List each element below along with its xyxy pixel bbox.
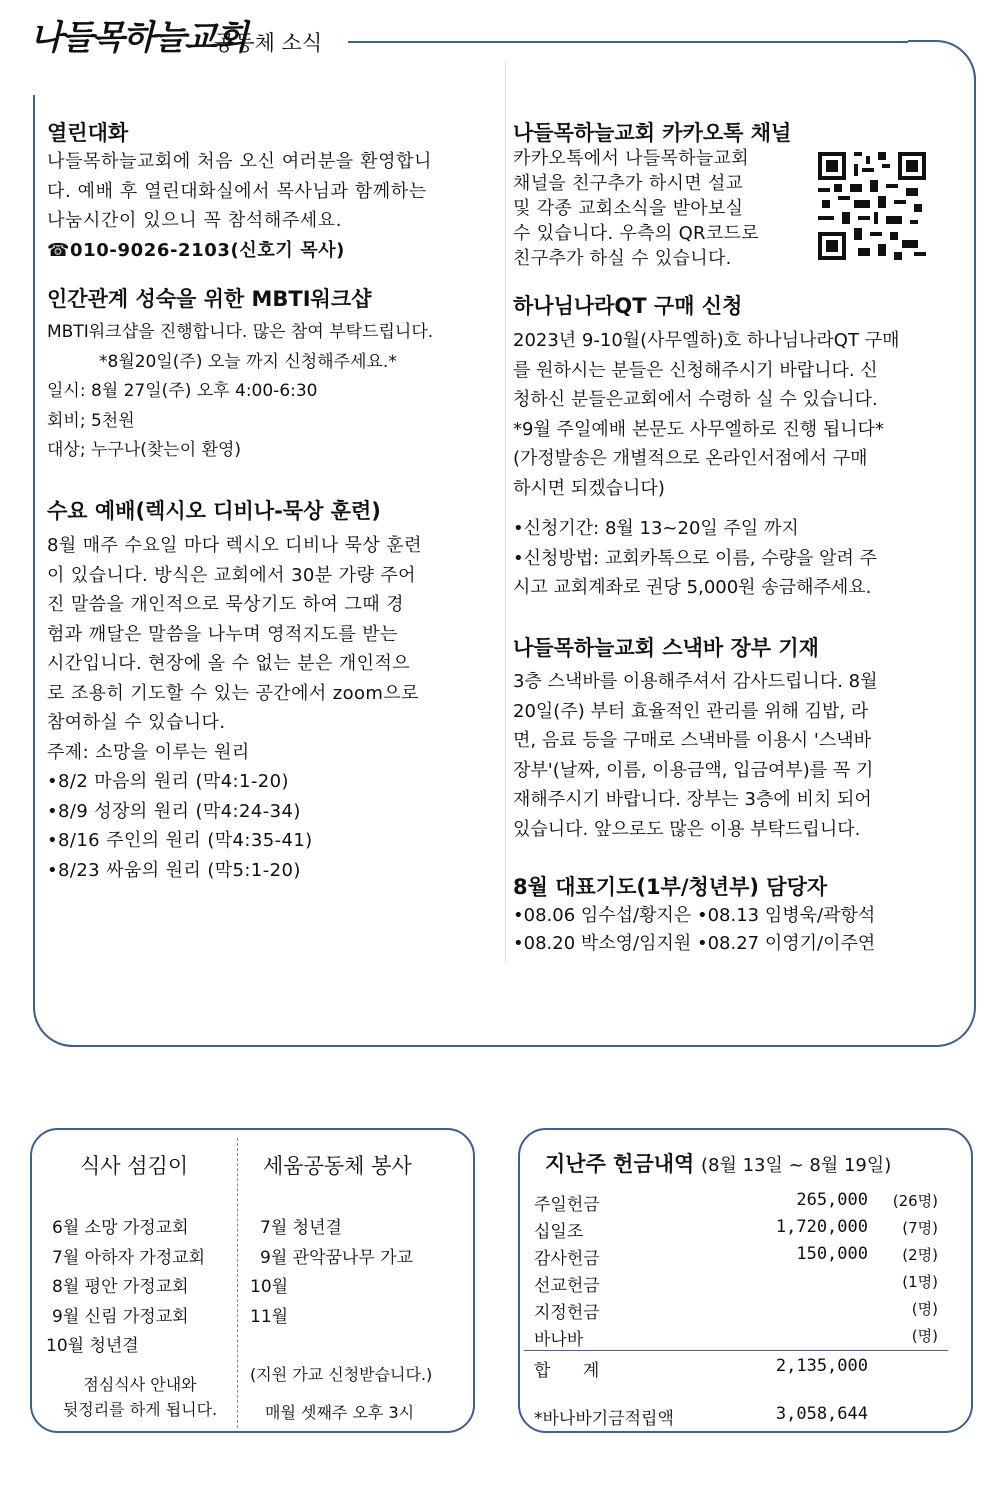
text-line: 회비; 5천원 — [47, 410, 135, 431]
text-line: 20일(주) 부터 효율적인 관리를 위해 김밥, 라 — [513, 700, 869, 722]
qt-title: 하나님나라QT 구매 신청 — [513, 294, 743, 318]
list-item: 10월 청년결 — [46, 1336, 139, 1356]
offering-period: (8월 13일 ~ 8월 19일) — [701, 1155, 892, 1176]
meal-note — [55, 1372, 225, 1422]
text-line: 이 있습니다. 방식은 교회에서 30분 가량 주어 — [47, 564, 416, 586]
offering-title — [545, 1148, 891, 1178]
text-line: 3층 스낵바를 이용해주셔서 감사드립니다. 8월 — [513, 671, 878, 692]
list-item: 11월 — [250, 1306, 289, 1327]
offering-row — [534, 1244, 944, 1271]
offering-label: 지정헌금 — [534, 1303, 600, 1323]
offering-total-divider — [524, 1350, 948, 1351]
text-line: •8/2 마음의 원리 (막4:1-20) — [47, 771, 289, 792]
offering-row — [534, 1298, 944, 1325]
offering-heading: 지난주 헌금내역 — [545, 1152, 695, 1176]
offering-count: (명) — [911, 1300, 938, 1318]
text-line: •신청방법: 교회카톡으로 이름, 수량을 알려 주 — [513, 547, 877, 569]
wednesday-body — [47, 531, 422, 885]
kakao-qr-code-icon[interactable] — [818, 152, 926, 260]
offering-row — [534, 1217, 944, 1244]
offering-amount: 1,720,000 — [775, 1217, 868, 1237]
meal-title: 식사 섬김이 — [80, 1154, 189, 1178]
text-line: 진 말씀을 개인적으로 묵상기도 하여 그때 경 — [47, 594, 404, 615]
service-schedule: 매월 셋째주 오후 3시 — [265, 1403, 415, 1422]
service-list — [250, 1214, 413, 1332]
meal-list — [46, 1214, 205, 1362]
text-line: 일시: 8월 27일(주) 오후 4:00-6:30 — [47, 381, 318, 401]
text-line: •8/9 성장의 원리 (막4:24-34) — [47, 800, 301, 822]
text-line: 험과 깨달은 말씀을 나누며 영적지도를 받는 — [47, 623, 398, 645]
text-line: 채널을 친구추가 하시면 설교 — [513, 173, 744, 194]
offering-label: 감사헌금 — [534, 1249, 600, 1269]
list-item: 9월 관악꿈나무 가교 — [260, 1247, 413, 1268]
list-item: 7월 청년결 — [260, 1218, 342, 1238]
text-line: 8월 매주 수요일 마다 렉시오 디비나 묵상 훈련 — [47, 535, 422, 556]
kakao-title: 나들목하늘교회 카카오톡 채널 — [513, 121, 792, 145]
text-line: •신청기간: 8월 13~20일 주일 까지 — [513, 518, 799, 539]
offering-amount: 150,000 — [796, 1244, 868, 1264]
text-line: 대상; 누구나(찾는이 환영) — [47, 440, 242, 460]
offering-label: 십일조 — [534, 1222, 584, 1242]
offering-count: (7명) — [902, 1219, 938, 1237]
offering-row — [534, 1325, 944, 1352]
text-line: 나들목하늘교회에 처음 오신 여러분을 환영합니 — [47, 151, 433, 172]
snack-title: 나들목하늘교회 스낵바 장부 기재 — [513, 636, 819, 660]
offering-row — [534, 1190, 944, 1217]
mbti-title: 인간관계 성숙을 위한 MBTI워크샵 — [47, 287, 372, 311]
text-line: 및 각종 교회소식을 받아보실 — [513, 198, 744, 219]
barnabas-fund-amount: 3,058,644 — [775, 1404, 868, 1424]
offering-amount: 265,000 — [796, 1190, 868, 1210]
qt-application-info — [513, 514, 877, 603]
text-line: 참여하실 수 있습니다. — [47, 712, 226, 733]
offering-label: 바나바 — [534, 1330, 584, 1350]
box-divider — [237, 1138, 239, 1428]
list-item: 8월 평안 가정교회 — [52, 1277, 189, 1297]
text-line: 시간입니다. 현장에 올 수 없는 분은 개인적으 — [47, 653, 411, 674]
contact-phone: ☎010-9026-2103(신호기 목사) — [47, 239, 345, 261]
text-line: 카카오톡에서 나들목하늘교회 — [513, 148, 749, 169]
text-line: 주제: 소망을 이루는 원리 — [47, 741, 250, 763]
service-note: (지원 가교 신청받습니다.) — [250, 1365, 433, 1384]
text-line: 장부'(날짜, 이름, 이용금액, 입금여부)를 꼭 기 — [513, 759, 874, 781]
list-item: 7월 아하자 가정교회 — [52, 1247, 205, 1268]
prayer-body — [513, 902, 875, 958]
text-line: *8월20일(주) 오늘 까지 신청해주세요.* — [99, 351, 397, 372]
text-line: 나눔시간이 있으니 꼭 참석해주세요. — [47, 210, 343, 231]
list-item: 6월 소망 가정교회 — [52, 1218, 189, 1238]
text-line: 있습니다. 앞으로도 많은 이용 부탁드립니다. — [513, 818, 861, 840]
barnabas-fund-row — [534, 1404, 944, 1431]
text-line: •8/23 싸움의 원리 (막5:1-20) — [47, 859, 301, 881]
mbti-body — [47, 318, 433, 466]
note-line: 점심식사 안내와 — [83, 1375, 197, 1394]
text-line: 면, 음료 등을 구매로 스낵바를 이용시 '스낵바 — [513, 730, 871, 751]
text-line: 청하신 분들은교회에서 수령하 실 수 있습니다. — [513, 389, 878, 410]
service-title: 세움공동체 봉사 — [263, 1154, 412, 1178]
offering-count: (1명) — [902, 1273, 938, 1291]
text-line: •8/16 주인의 원리 (막4:35-41) — [47, 830, 313, 851]
text-line: 시고 교회계좌로 권당 5,000원 송금해주세요. — [513, 577, 872, 598]
main-frame-bottom-left — [33, 1007, 93, 1047]
text-line: *9월 주일예배 본문도 사무엘하로 진행 됩니다* — [513, 418, 885, 440]
qt-body — [513, 326, 899, 503]
snack-body — [513, 667, 878, 844]
main-frame-left-edge — [33, 95, 35, 1007]
text-line: 친구추가 하실 수 있습니다. — [513, 248, 732, 269]
text-line: •08.06 임수섭/황지은 •08.13 임병욱/곽항석 — [513, 905, 876, 926]
church-logo: 나들목하늘교회 — [30, 18, 246, 58]
barnabas-fund-label: *바나바기금적립액 — [534, 1409, 674, 1429]
offering-total-amount: 2,135,000 — [775, 1356, 868, 1376]
text-line: 2023년 9-10월(사무엘하)호 하나님나라QT 구매 — [513, 330, 900, 351]
text-line: 수 있습니다. 우측의 QR코드로 — [513, 223, 759, 244]
text-line: 재해주시기 바랍니다. 장부는 3층에 비치 되어 — [513, 789, 872, 810]
offering-total-row — [534, 1356, 944, 1383]
offering-label: 선교헌금 — [534, 1276, 600, 1296]
note-line: 뒷정리를 하게 됩니다. — [62, 1400, 218, 1419]
wednesday-title: 수요 예배(렉시오 디비나-묵상 훈련) — [47, 499, 381, 523]
list-item: 10월 — [250, 1277, 289, 1297]
column-divider — [505, 62, 506, 962]
text-line: 하시면 되겠습니다) — [513, 477, 665, 499]
offering-row — [534, 1271, 944, 1298]
main-frame-corner — [908, 40, 976, 80]
offering-count: (명) — [911, 1327, 938, 1345]
offering-label: 주일헌금 — [534, 1195, 600, 1215]
text-line: 다. 예배 후 열린대화실에서 목사님과 함께하는 — [47, 180, 427, 202]
open-talk-title: 열린대화 — [47, 121, 129, 145]
offering-total-label: 합 계 — [534, 1361, 600, 1381]
text-line: 를 원하시는 분들은 신청해주시기 바랍니다. 신 — [513, 359, 878, 381]
kakao-body — [513, 146, 759, 271]
offering-count: (2명) — [902, 1246, 938, 1264]
header-title: 공동체 소식 — [214, 31, 323, 55]
prayer-title: 8월 대표기도(1부/청년부) 담당자 — [513, 875, 828, 899]
open-talk-body — [47, 147, 432, 265]
text-line: (가정발송은 개별적으로 온라인서점에서 구매 — [513, 448, 868, 469]
offering-count: (26명) — [892, 1192, 938, 1210]
text-line: •08.20 박소영/임지원 •08.27 이영기/이주연 — [513, 933, 876, 954]
text-line: 로 조용히 기도할 수 있는 공간에서 zoom으로 — [47, 682, 419, 704]
list-item: 9월 신림 가정교회 — [52, 1306, 189, 1327]
text-line: MBTI워크샵을 진행합니다. 많은 참여 부탁드립니다. — [47, 322, 434, 342]
